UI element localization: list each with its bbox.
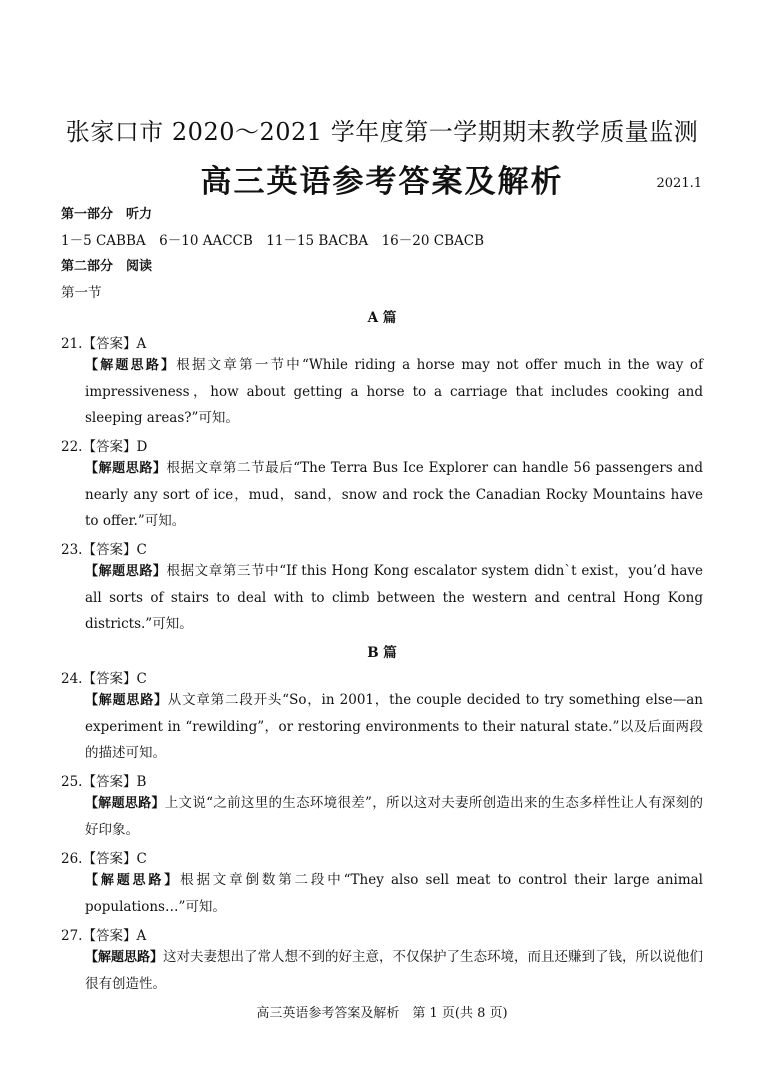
answer-24: 24.【答案】C [61,671,147,687]
explanation-label: 【解题思路】 [85,461,167,476]
part2-heading: 第二部分 阅读 [61,259,153,274]
explanation-text: 这对夫妻想出了常人想不到的好主意，不仅保护了生态环境，而且还赚到了钱，所以说他们很有创造性。 [85,949,704,992]
explanation-21 [85,352,703,431]
explanation-text: 根据文章倒数第二段中“They also sell meat to control their large animal populations…”可知。 [85,872,703,915]
explanation-22 [85,455,703,534]
answer-27: 27.【答案】A [61,928,147,944]
explanation-text: 从文章第二段开头“So，in 2001，the couple decided to try something else—an experiment in “rewilding”，or restoring environments to their natural state.”以及后面两段的描述可知。 [85,692,703,761]
explanation-label: 【解题思路】 [85,564,167,579]
answer-26: 26.【答案】C [61,851,147,867]
explanation-label: 【解题思路】 [85,873,181,888]
part1-heading: 第一部分 听力 [61,207,153,222]
explanation-text: 根据文章第三节中“If this Hong Kong escalator system didn`t exist，you’d have all sorts of stairs to deal with to climb between the western and central Hong Kong districts.”可知。 [85,563,703,632]
answer-25: 25.【答案】B [61,774,147,790]
explanation-text: 根据文章第一节中“While riding a horse may not offer much in the way of impressiveness，how about getting a horse to a carriage that includes cooking and sleeping areas?”可知。 [85,357,703,426]
section-heading: 第一节 [61,285,102,301]
explanation-24 [85,687,703,766]
explanation-label: 【解题思路】 [85,358,177,373]
answer-23: 23.【答案】C [61,542,147,558]
listening-answers: 1－5 CABBA 6－10 AACCB 11－15 BACBA 16－20 CBACB [61,233,484,249]
passage-a-heading: A 篇 [367,310,397,326]
document-date: 2021.1 [656,176,702,191]
exam-title: 张家口市 2020～2021 学年度第一学期期末教学质量监测 [65,118,699,146]
explanation-23 [85,558,703,637]
passage-b-heading: B 篇 [367,645,397,661]
explanation-26 [85,867,703,920]
explanation-27 [85,944,703,997]
explanation-label: 【解题思路】 [85,796,165,811]
explanation-25 [85,790,703,843]
explanation-text: 根据文章第二节最后“The Terra Bus Ice Explorer can handle 56 passengers and nearly any sort of ice，mud，sand，snow and rock the Canadian Rocky Mountains have to offer.”可知。 [85,460,703,529]
explanation-label: 【解题思路】 [85,693,168,708]
document-title: 高三英语参考答案及解析 [200,164,564,200]
answer-21: 21.【答案】A [61,336,147,352]
answer-22: 22.【答案】D [61,439,148,455]
explanation-label: 【解题思路】 [85,950,164,965]
page-footer: 高三英语参考答案及解析 第 1 页(共 8 页) [256,1006,508,1021]
explanation-text: 上文说“之前这里的生态环境很差”，所以这对夫妻所创造出来的生态多样性让人有深刻的好印象。 [85,795,703,838]
